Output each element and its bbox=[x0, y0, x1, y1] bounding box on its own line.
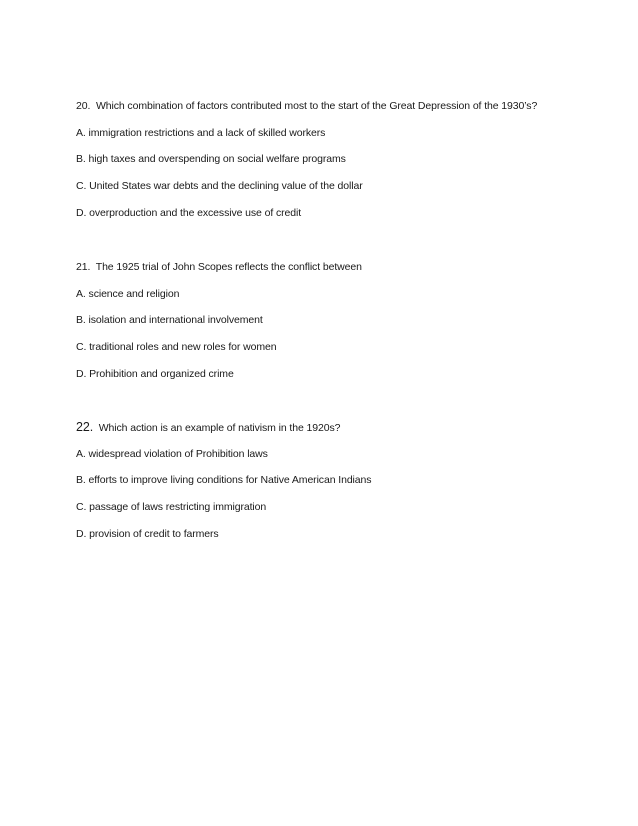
question-stem bbox=[76, 261, 596, 274]
answer-option-b: B. high taxes and overspending on social welfare programs bbox=[76, 153, 346, 166]
question-text: Which action is an example of nativism in the 1920s? bbox=[98, 422, 341, 434]
question-20 bbox=[76, 100, 596, 220]
question-number: 20. bbox=[76, 100, 91, 112]
question-text: Which combination of factors contributed most to the start of the Great Depression of the 1930’s? bbox=[95, 100, 538, 112]
answer-option-d: D. provision of credit to farmers bbox=[76, 527, 219, 540]
answer-option-c: C. United States war debts and the declining value of the dollar bbox=[76, 180, 363, 193]
question-text: The 1925 trial of John Scopes reflects the conflict between bbox=[95, 261, 362, 273]
answer-option-d: D. Prohibition and organized crime bbox=[76, 367, 234, 380]
question-21 bbox=[76, 261, 596, 381]
answer-option-c: C. passage of laws restricting immigration bbox=[76, 501, 267, 514]
answer-option-c: C. traditional roles and new roles for women bbox=[76, 341, 277, 354]
question-number: 21. bbox=[76, 261, 91, 273]
answer-option-a: A. widespread violation of Prohibition laws bbox=[76, 447, 268, 460]
answer-option-a: A. science and religion bbox=[76, 287, 180, 300]
answer-option-b: B. isolation and international involvement bbox=[76, 314, 263, 327]
question-stem bbox=[76, 100, 596, 113]
answer-option-b: B. efforts to improve living conditions for Native American Indians bbox=[76, 474, 372, 487]
question-stem bbox=[76, 421, 596, 434]
answer-option-d: D. overproduction and the excessive use of credit bbox=[76, 206, 302, 219]
question-number: 22. bbox=[76, 420, 94, 434]
answer-option-a: A. immigration restrictions and a lack of skilled workers bbox=[76, 126, 326, 139]
question-22 bbox=[76, 421, 596, 541]
